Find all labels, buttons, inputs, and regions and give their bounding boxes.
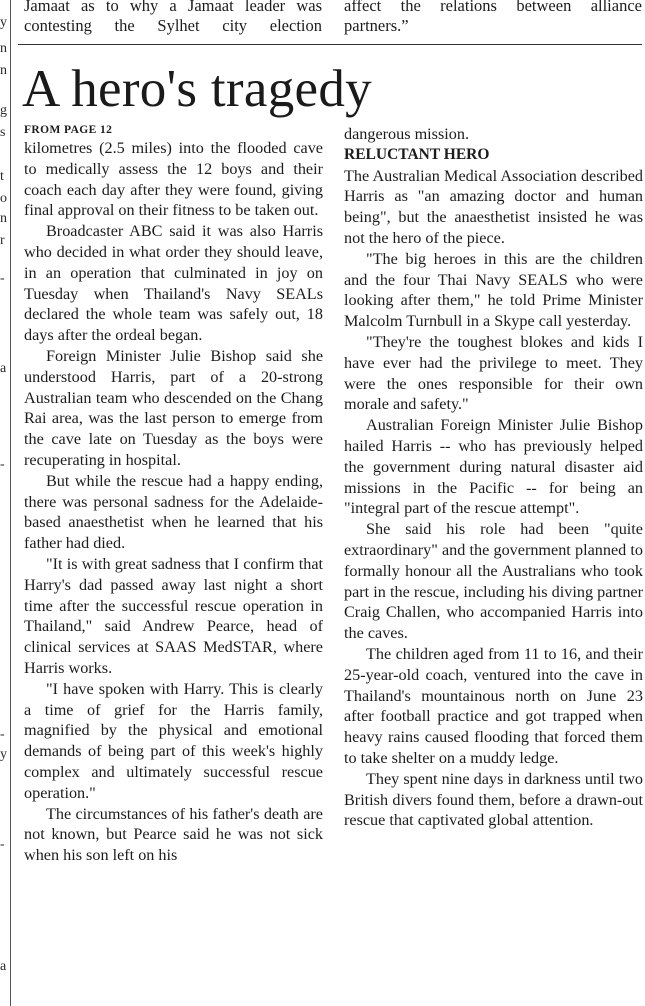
- article-paragraph: But while the rescue had a happy ending, there was personal sadness for the Adelaide-based anaesthetist when he learned that his father had died.: [24, 471, 323, 553]
- strip-char: o: [0, 191, 7, 206]
- article-paragraph: "It is with great sadness that I confirm that Harry's dad passed away last night a short time after the successful rescue operation in Thailand," said Andrew Pearce, head of clinical services at SAAS MedSTAR, where Harris works.: [24, 554, 323, 677]
- strip-char: a: [0, 361, 7, 376]
- article-paragraph: "I have spoken with Harry. This is clearly a time of grief for the Harris family, magnified by the physical and emotional demands of being part of this week's highly complex and ultimately successful rescue operation.": [24, 679, 323, 802]
- carryover-left-column: [24, 0, 322, 36]
- carryover-line: Jamaat as to why a Jamaat leader was: [24, 0, 322, 15]
- article-headline: A hero's tragedy: [22, 60, 372, 118]
- article-paragraph: The children aged from 11 to 16, and their 25-year-old coach, ventured into the cave in Thailand's mountainous north on June 23 after football practice and got trapped when heavy rains caused flooding that forced them to take shelter on a muddy ledge.: [344, 644, 643, 767]
- carryover-right-column: [344, 0, 642, 36]
- carryover-line: partners.”: [344, 16, 409, 35]
- article-paragraph: They spent nine days in darkness until two British divers found them, before a drawn-out rescue that captivated global attention.: [344, 769, 643, 830]
- strip-char: n: [0, 211, 7, 226]
- strip-char: -: [0, 837, 5, 852]
- article-paragraph: "They're the toughest blokes and kids I have ever had the privilege to meet. They were the ones responsible for their own morale and safety.": [344, 332, 643, 414]
- article-paragraph: kilometres (2.5 miles) into the flooded cave to medically assess the 12 boys and their coach each day after they were found, giving final approval on their fitness to be taken out.: [24, 139, 323, 220]
- subheading: RELUCTANT HERO: [344, 145, 490, 163]
- strip-char: -: [0, 727, 5, 742]
- article-paragraph: Foreign Minister Julie Bishop said she understood Harris, part of a 20-strong Australian team who descended on the Chang Rai area, was the last person to emerge from the cave late on Tuesday as the boys were recuperating in hospital.: [24, 346, 323, 469]
- article-paragraph: Broadcaster ABC said it was also Harris who decided in what order they should leave, in an operation that culminated in joy on Tuesday when Thailand's Navy SEALs declared the whole team was safely out, 18 days after the ordeal began.: [24, 222, 323, 345]
- article-paragraph: The Australian Medical Association described Harris as "an amazing doctor and human being", but the anaesthetist insisted he was not the hero of the piece.: [344, 166, 643, 247]
- carryover-line: affect the relations between alliance: [344, 0, 642, 15]
- strip-char: y: [0, 747, 7, 762]
- article-paragraph: dangerous mission.: [344, 125, 469, 143]
- strip-char: g: [0, 103, 7, 118]
- strip-char: y: [0, 15, 7, 30]
- strip-char: n: [0, 63, 7, 78]
- article-paragraph: "The big heroes in this are the children and the four Thai Navy SEALS who were looking after them," he told Prime Minister Malcolm Turnbull in a Skype call yesterday.: [344, 249, 643, 331]
- section-divider: [18, 44, 642, 45]
- strip-char: s: [0, 125, 6, 140]
- article-column-right: [344, 124, 643, 831]
- article-paragraph: Australian Foreign Minister Julie Bishop hailed Harris -- who has previously helped the government during natural disaster aid missions in the Pacific -- for being an "integral part of the rescue attempt".: [344, 416, 643, 518]
- article-column-left: [24, 124, 323, 866]
- carryover-line: contesting the Sylhet city election: [24, 16, 322, 35]
- column-rule: [10, 0, 11, 1006]
- strip-char: t: [0, 169, 4, 184]
- adjacent-column-edge: [0, 0, 8, 1006]
- jump-line: FROM PAGE 12: [24, 124, 113, 136]
- article-paragraph: The circumstances of his father's death are not known, but Pearce said he was not sick when his son left on his: [24, 804, 323, 865]
- strip-char: r: [0, 233, 5, 248]
- article-paragraph: She said his role had been "quite extraordinary" and the government planned to formally honour all the Australians who took part in the rescue, including his diving partner Craig Challen, who accompanied Harris into the caves.: [344, 520, 643, 643]
- strip-char: -: [0, 271, 5, 286]
- strip-char: -: [0, 457, 5, 472]
- strip-char: a: [0, 959, 7, 974]
- strip-char: n: [0, 41, 7, 56]
